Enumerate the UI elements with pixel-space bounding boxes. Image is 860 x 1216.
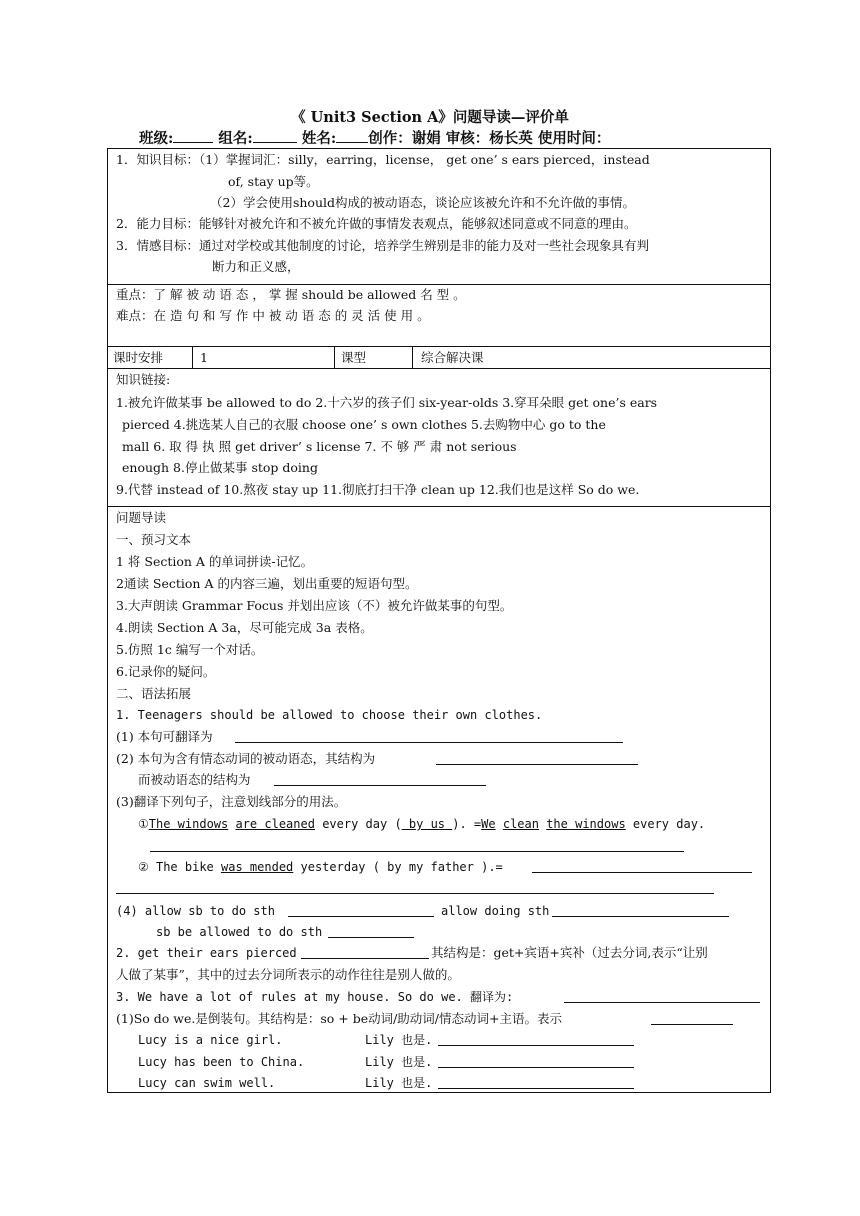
grammar-q1: (1) 本句可翻译为 — [116, 729, 213, 744]
grammar-q2-passive: 而被动语态的结构为 — [138, 772, 251, 787]
answer-blank[interactable] — [288, 916, 434, 917]
grammar-item-2-cont: 人做了某事”，其中的过去分词所表示的动作往往是别人做的。 — [116, 967, 460, 982]
preview-item: 1 将 Section A 的单词拼读-记忆。 — [116, 554, 314, 569]
answer-blank[interactable] — [436, 764, 638, 765]
answer-blank[interactable] — [438, 1045, 634, 1046]
name-blank[interactable] — [336, 129, 368, 143]
table-border-top — [107, 148, 771, 149]
grammar-q3: (3)翻译下列句子，注意划线部分的用法。 — [116, 794, 347, 809]
answer-blank[interactable] — [235, 742, 623, 743]
preview-item: 5.仿照 1c 编写一个对话。 — [116, 642, 264, 657]
table-cell-divider — [334, 346, 335, 368]
author-label: 创作：谢娟 — [368, 130, 441, 147]
schedule-label: 课时安排 — [113, 350, 164, 365]
answer-blank[interactable] — [116, 893, 714, 894]
header-info-line — [139, 127, 610, 148]
table-cell-divider — [412, 346, 413, 368]
answer-blank[interactable] — [438, 1088, 634, 1089]
answer-blank[interactable] — [328, 937, 414, 938]
reviewer-label: 审核：杨长英 — [445, 130, 533, 147]
grammar-item-3: 3. We have a lot of rules at my house. So do we. 翻译为: — [116, 990, 514, 1004]
answer-blank[interactable] — [564, 1002, 760, 1003]
knowledge-line: enough 8.停止做某事 stop doing — [122, 460, 318, 475]
grammar-item-2-structure: 其结构是：get+宾语+宾补（过去分词,表示“让别 — [431, 945, 708, 960]
lesson-type-value: 综合解决课 — [421, 350, 484, 365]
practice-prompt: Lily 也是. — [365, 1076, 433, 1090]
answer-blank[interactable] — [274, 785, 486, 786]
table-border-left — [107, 148, 108, 1093]
grammar-item-2: 2. get their ears pierced — [116, 946, 297, 960]
preview-heading: 一、预习文本 — [116, 532, 192, 547]
grammar-item-3-note: (1)So do we.是倒装句。其结构是：so + be动词/助动词/情态动词+主语。表示 — [116, 1011, 562, 1026]
objective-emotion: 3．情感目标：通过对学校或其他制度的讨论，培养学生辨别是非的能力及对一些社会现象具有判 — [116, 238, 649, 253]
page-title: 《 Unit3 Section A》问题导读—评价单 — [291, 109, 569, 126]
table-border-right — [770, 148, 771, 1093]
objective-knowledge-cont: of, stay up等。 — [228, 174, 319, 189]
answer-blank[interactable] — [438, 1067, 634, 1068]
preview-item: 6.记录你的疑问。 — [116, 664, 216, 679]
table-divider — [107, 368, 771, 369]
table-divider — [107, 506, 771, 507]
example-sentence-2: ② The bike was mended yesterday ( by my father ).= — [138, 860, 503, 874]
practice-sentence: Lucy has been to China. — [138, 1055, 305, 1069]
objective-emotion-cont: 断力和正义感， — [212, 259, 300, 274]
guide-heading: 问题导读 — [116, 510, 167, 525]
grammar-q4: (4) allow sb to do sth — [116, 904, 275, 918]
knowledge-line: mall 6. 取 得 执 照 get driver’ s license 7. 不 够 严 肃 not serious — [122, 439, 517, 454]
difficulty-point: 难点：在 造 句 和 写 作 中 被 动 语 态 的 灵 活 使 用 。 — [116, 308, 430, 323]
answer-blank[interactable] — [651, 1024, 733, 1025]
grammar-sentence-1: 1. Teenagers should be allowed to choose their own clothes. — [116, 708, 543, 722]
table-divider — [107, 284, 771, 285]
objective-knowledge-2: （2）学会使用should构成的被动语态，谈论应该被允许和不允许做的事情。 — [210, 195, 635, 210]
name-label: 姓名: — [301, 130, 337, 147]
grammar-q2: (2) 本句为含有情态动词的被动语态，其结构为 — [116, 751, 376, 766]
table-divider — [107, 346, 771, 347]
knowledge-line: pierced 4.挑选某人自己的衣服 choose one’ s own clothes 5.去购物中心 go to the — [122, 417, 606, 432]
focus-point: 重点：了 解 被 动 语 态 ， 掌 握 should be allowed 名 型 。 — [116, 287, 466, 302]
schedule-value: 1 — [200, 350, 208, 365]
grammar-q4-c: sb be allowed to do sth — [156, 925, 323, 939]
objective-ability: 2．能力目标：能够针对被允许和不被允许做的事情发表观点，能够叙述同意或不同意的理由。 — [116, 216, 637, 231]
preview-item: 4.朗读 Section A 3a，尽可能完成 3a 表格。 — [116, 620, 373, 635]
group-blank[interactable] — [253, 129, 297, 143]
practice-sentence: Lucy can swim well. — [138, 1076, 276, 1090]
answer-blank[interactable] — [532, 872, 752, 873]
knowledge-heading: 知识链接: — [116, 372, 171, 387]
practice-prompt: Lily 也是. — [365, 1055, 433, 1069]
class-blank[interactable] — [173, 129, 213, 143]
group-label: 组名: — [218, 130, 253, 147]
use-time-label: 使用时间： — [537, 130, 611, 147]
knowledge-line: 9.代替 instead of 10.熬夜 stay up 11.彻底打扫干净 clean up 12.我们也是这样 So do we. — [116, 482, 640, 497]
example-sentence-1: ①The windows are cleaned every day ( by us ). =We clean the windows every day. — [138, 817, 706, 831]
table-border-bottom — [107, 1092, 771, 1093]
class-label: 班级: — [139, 130, 174, 147]
lesson-type-label: 课型 — [341, 350, 367, 365]
practice-sentence: Lucy is a nice girl. — [138, 1033, 283, 1047]
preview-item: 2通读 Section A 的内容三遍，划出重要的短语句型。 — [116, 576, 418, 591]
objective-knowledge: 1．知识目标：（1）掌握词汇：silly，earring，license， get one’ s ears pierced，instead — [116, 152, 650, 167]
grammar-heading: 二、语法拓展 — [116, 686, 192, 701]
answer-blank[interactable] — [150, 851, 684, 852]
practice-prompt: Lily 也是. — [365, 1033, 433, 1047]
grammar-q4-b: allow doing sth — [441, 904, 550, 918]
answer-blank[interactable] — [301, 958, 429, 959]
table-cell-divider — [192, 346, 193, 368]
knowledge-line: 1.被允许做某事 be allowed to do 2.十六岁的孩子们 six-year-olds 3.穿耳朵眼 get one’s ears — [116, 395, 658, 410]
answer-blank[interactable] — [552, 916, 729, 917]
preview-item: 3.大声朗读 Grammar Focus 并划出应该（不）被允许做某事的句型。 — [116, 598, 513, 613]
